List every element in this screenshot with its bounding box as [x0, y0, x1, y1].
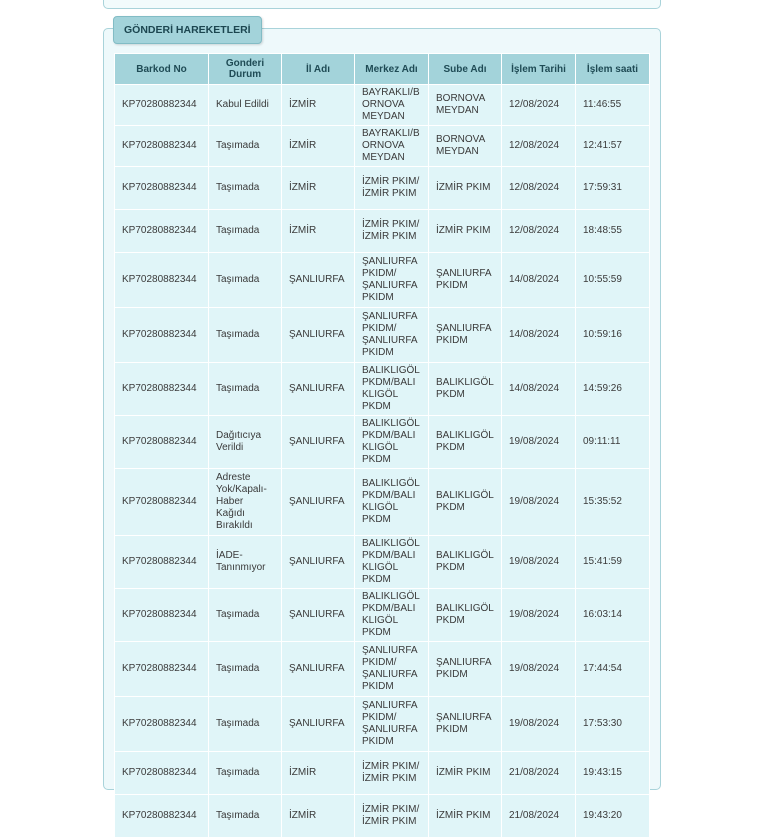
cell-merkez-adi: ŞANLIURFA PKIDM/ ŞANLIURFA PKIDM: [355, 642, 429, 697]
cell-barkod-no: KP70280882344: [115, 210, 209, 253]
cell-barkod-no: KP70280882344: [115, 697, 209, 752]
cell-islem-tarihi: 14/08/2024: [502, 253, 576, 308]
cell-merkez-adi: BAYRAKLI/BORNOVA MEYDAN: [355, 85, 429, 126]
table-row: [115, 697, 650, 752]
table-row: [115, 416, 650, 469]
cell-sube-adi: İZMİR PKIM: [429, 167, 502, 210]
header-il-adi: İl Adı: [282, 54, 355, 85]
cell-merkez-adi: BALIKLIGÖL PKDM/BALIKLIGÖL PKDM: [355, 469, 429, 536]
cell-gonderi-durum: Taşımada: [209, 697, 282, 752]
cell-islem-saati: 14:59:26: [576, 363, 650, 416]
cell-sube-adi: BALIKLIGÖL PKDM: [429, 469, 502, 536]
table-row: [115, 469, 650, 536]
cell-islem-saati: 17:53:30: [576, 697, 650, 752]
cell-gonderi-durum: Taşımada: [209, 308, 282, 363]
cell-il-adi: İZMİR: [282, 210, 355, 253]
cell-il-adi: ŞANLIURFA: [282, 589, 355, 642]
cell-islem-saati: 16:03:14: [576, 589, 650, 642]
cell-il-adi: ŞANLIURFA: [282, 697, 355, 752]
cell-islem-tarihi: 14/08/2024: [502, 363, 576, 416]
cell-merkez-adi: ŞANLIURFA PKIDM/ ŞANLIURFA PKIDM: [355, 308, 429, 363]
cell-islem-tarihi: 21/08/2024: [502, 752, 576, 795]
cell-sube-adi: ŞANLIURFA PKIDM: [429, 253, 502, 308]
shipment-movements-panel: [103, 24, 661, 827]
cell-sube-adi: BALIKLIGÖL PKDM: [429, 589, 502, 642]
cell-barkod-no: KP70280882344: [115, 126, 209, 167]
cell-sube-adi: BALIKLIGÖL PKDM: [429, 536, 502, 589]
cell-islem-tarihi: 12/08/2024: [502, 126, 576, 167]
header-islem-saati: İşlem saati: [576, 54, 650, 85]
cell-gonderi-durum: Taşımada: [209, 752, 282, 795]
cell-gonderi-durum: Taşımada: [209, 253, 282, 308]
previous-panel-bottom: [103, 0, 661, 9]
cell-sube-adi: ŞANLIURFA PKIDM: [429, 697, 502, 752]
cell-islem-saati: 17:44:54: [576, 642, 650, 697]
table-row: [115, 167, 650, 210]
cell-il-adi: ŞANLIURFA: [282, 253, 355, 308]
cell-islem-tarihi: 14/08/2024: [502, 308, 576, 363]
cell-islem-saati: 18:48:55: [576, 210, 650, 253]
cell-gonderi-durum: Taşımada: [209, 167, 282, 210]
cell-islem-tarihi: 12/08/2024: [502, 210, 576, 253]
cell-barkod-no: KP70280882344: [115, 85, 209, 126]
cell-merkez-adi: BAYRAKLI/BORNOVA MEYDAN: [355, 126, 429, 167]
cell-sube-adi: ŞANLIURFA PKIDM: [429, 642, 502, 697]
table-row: [115, 642, 650, 697]
cell-islem-tarihi: 19/08/2024: [502, 589, 576, 642]
cell-il-adi: İZMİR: [282, 795, 355, 838]
table-header-row: [115, 54, 650, 85]
cell-merkez-adi: ŞANLIURFA PKIDM/ ŞANLIURFA PKIDM: [355, 697, 429, 752]
cell-il-adi: ŞANLIURFA: [282, 469, 355, 536]
cell-islem-saati: 19:43:15: [576, 752, 650, 795]
cell-sube-adi: İZMİR PKIM: [429, 795, 502, 838]
cell-il-adi: İZMİR: [282, 167, 355, 210]
header-islem-tarihi: İşlem Tarihi: [502, 54, 576, 85]
cell-il-adi: ŞANLIURFA: [282, 642, 355, 697]
cell-merkez-adi: BALIKLIGÖL PKDM/BALIKLIGÖL PKDM: [355, 589, 429, 642]
cell-gonderi-durum: Taşımada: [209, 363, 282, 416]
cell-gonderi-durum: Adreste Yok/Kapalı-Haber Kağıdı Bırakıldı: [209, 469, 282, 536]
cell-islem-saati: 15:35:52: [576, 469, 650, 536]
cell-barkod-no: KP70280882344: [115, 308, 209, 363]
cell-sube-adi: BORNOVA MEYDAN: [429, 85, 502, 126]
cell-islem-tarihi: 12/08/2024: [502, 167, 576, 210]
cell-barkod-no: KP70280882344: [115, 253, 209, 308]
cell-barkod-no: KP70280882344: [115, 469, 209, 536]
cell-il-adi: İZMİR: [282, 85, 355, 126]
table-row: [115, 308, 650, 363]
cell-gonderi-durum: İADE-Tanınmıyor: [209, 536, 282, 589]
cell-sube-adi: BALIKLIGÖL PKDM: [429, 416, 502, 469]
cell-barkod-no: KP70280882344: [115, 536, 209, 589]
cell-merkez-adi: ŞANLIURFA PKIDM/ ŞANLIURFA PKIDM: [355, 253, 429, 308]
cell-islem-saati: 10:55:59: [576, 253, 650, 308]
cell-sube-adi: BORNOVA MEYDAN: [429, 126, 502, 167]
table-row: [115, 589, 650, 642]
table-row: [115, 363, 650, 416]
panel-title: GÖNDERİ HAREKETLERİ: [113, 16, 262, 44]
table-row: [115, 210, 650, 253]
cell-islem-saati: 12:41:57: [576, 126, 650, 167]
cell-gonderi-durum: Kabul Edildi: [209, 85, 282, 126]
cell-barkod-no: KP70280882344: [115, 752, 209, 795]
cell-sube-adi: İZMİR PKIM: [429, 210, 502, 253]
shipment-movements-table: [114, 53, 650, 838]
table-row: [115, 752, 650, 795]
cell-merkez-adi: İZMİR PKIM/İZMİR PKIM: [355, 795, 429, 838]
cell-barkod-no: KP70280882344: [115, 416, 209, 469]
cell-islem-tarihi: 19/08/2024: [502, 469, 576, 536]
cell-il-adi: ŞANLIURFA: [282, 308, 355, 363]
cell-il-adi: ŞANLIURFA: [282, 363, 355, 416]
cell-islem-tarihi: 12/08/2024: [502, 85, 576, 126]
cell-barkod-no: KP70280882344: [115, 363, 209, 416]
cell-merkez-adi: BALIKLIGÖL PKDM/BALIKLIGÖL PKDM: [355, 416, 429, 469]
cell-merkez-adi: İZMİR PKIM/İZMİR PKIM: [355, 752, 429, 795]
table-row: [115, 795, 650, 838]
cell-islem-tarihi: 19/08/2024: [502, 642, 576, 697]
cell-islem-tarihi: 21/08/2024: [502, 795, 576, 838]
table-row: [115, 536, 650, 589]
cell-il-adi: İZMİR: [282, 752, 355, 795]
header-gonderi-durum: Gonderi Durum: [209, 54, 282, 85]
cell-merkez-adi: BALIKLIGÖL PKDM/BALIKLIGÖL PKDM: [355, 363, 429, 416]
cell-islem-saati: 09:11:11: [576, 416, 650, 469]
cell-islem-tarihi: 19/08/2024: [502, 416, 576, 469]
cell-gonderi-durum: Taşımada: [209, 642, 282, 697]
table-row: [115, 126, 650, 167]
cell-islem-saati: 19:43:20: [576, 795, 650, 838]
cell-gonderi-durum: Taşımada: [209, 126, 282, 167]
cell-barkod-no: KP70280882344: [115, 642, 209, 697]
cell-merkez-adi: İZMİR PKIM/İZMİR PKIM: [355, 210, 429, 253]
cell-merkez-adi: BALIKLIGÖL PKDM/BALIKLIGÖL PKDM: [355, 536, 429, 589]
cell-gonderi-durum: Taşımada: [209, 210, 282, 253]
header-merkez-adi: Merkez Adı: [355, 54, 429, 85]
table-row: [115, 253, 650, 308]
cell-islem-saati: 10:59:16: [576, 308, 650, 363]
cell-islem-saati: 11:46:55: [576, 85, 650, 126]
cell-il-adi: ŞANLIURFA: [282, 536, 355, 589]
header-sube-adi: Sube Adı: [429, 54, 502, 85]
cell-sube-adi: ŞANLIURFA PKIDM: [429, 308, 502, 363]
cell-islem-tarihi: 19/08/2024: [502, 697, 576, 752]
cell-merkez-adi: İZMİR PKIM/İZMİR PKIM: [355, 167, 429, 210]
cell-barkod-no: KP70280882344: [115, 167, 209, 210]
header-barkod-no: Barkod No: [115, 54, 209, 85]
cell-islem-saati: 17:59:31: [576, 167, 650, 210]
cell-il-adi: ŞANLIURFA: [282, 416, 355, 469]
cell-barkod-no: KP70280882344: [115, 795, 209, 838]
cell-sube-adi: İZMİR PKIM: [429, 752, 502, 795]
cell-islem-tarihi: 19/08/2024: [502, 536, 576, 589]
cell-gonderi-durum: Dağıtıcıya Verildi: [209, 416, 282, 469]
cell-gonderi-durum: Taşımada: [209, 795, 282, 838]
table-row: [115, 85, 650, 126]
cell-barkod-no: KP70280882344: [115, 589, 209, 642]
cell-sube-adi: BALIKLIGÖL PKDM: [429, 363, 502, 416]
cell-gonderi-durum: Taşımada: [209, 589, 282, 642]
cell-islem-saati: 15:41:59: [576, 536, 650, 589]
cell-il-adi: İZMİR: [282, 126, 355, 167]
